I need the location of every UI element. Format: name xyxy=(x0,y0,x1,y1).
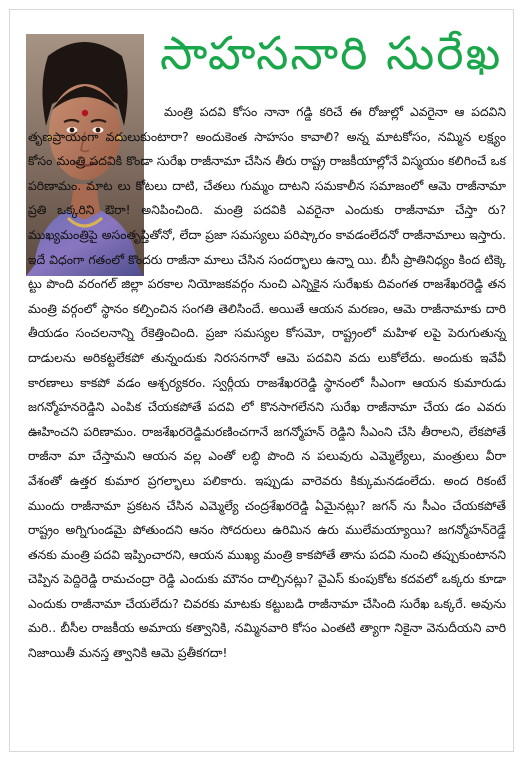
newspaper-clipping xyxy=(9,9,514,752)
article-body: మంత్రి పదవి కోసం నానా గడ్డి కరిచే ఈ రోజుల్లో ఎవరైనా ఆ పదవిని తృణప్రాయంగా వదులుకుంటారా? అందుకెంత సాహసం కావాలి? అన్న మాటకోసం, నమ్మిన లక్ష్యం కోసం మంత్రి పదవికి కొండా సురేఖ రాజీనామా చేసిన తీరు రాష్ట్ర రాజకీయాల్లోనే విస్మయం కలిగించే ఒక పరిణామం. మాట లు కోటలు దాటి, చేతలు గుమ్మం దాటని సమకాలీన సమాజంలో ఆమె రాజీనామా ప్రతి ఒక్కరిని ఔరా! అనిపించింది. మంత్రి పదవికి ఎవరైనా ఎందుకు రాజీనామా చేస్తా రు? ముఖ్యమంత్రిపై అసంతృప్తితోనో, లేదా ప్రజా సమస్యలు పరిష్కారం కావడంలేదనో రాజీనామాలు ఇస్తారు. ఇదే విధంగా గతంలో కొందరు రాజీనా మాలు చేసిన సందర్భాలు ఉన్నా యి. బీసీ ప్రాతినిధ్యం కింద టిక్కె ట్టు పొంది వరంగల్ జిల్లా పరకాల నియోజకవర్గం నుంచి ఎన్నికైన సురేఖకు దివంగత రాజశేఖరరెడ్డి తన మంత్రి వర్గంలో స్థానం కల్పించిన సంగతి తెలిసిందే. అయితే ఆయన మరణం, ఆమె రాజీనామాకు దారి తీయడం సంచలనాన్ని రేకెత్తించింది. ప్రజా సమస్యల కోసమో, రాష్ట్రంలో మహిళ లపై పెరుగుతున్న దాడులను అరికట్టలేకపో తున్నందుకు నిరసనగానో ఆమె పదవిని వదు లుకోలేదు. అందుకు ఇవేవీ కారణాలు కాకపో వడం ఆశ్చర్యకరం. స్వర్గీయ రాజశేఖరరెడ్డి స్థానంలో సీఎంగా ఆయన కుమారుడు జగన్మోహనరెడ్డిని ఎంపిక చేయకపోతే పదవి లో కొనసాగలేనని సురేఖ రాజీనామా చేయ డం ఎవరు ఊహించని పరిణామం. రాజశేఖరరెడ్డిమరణించగానే జగన్మోహన్ రెడ్డిని సీఎంని చేసి తీరాలని, లేకపోతే రాజీనా మా చేస్తామని ఆయన వల్ల ఎంతో లబ్ధి పొంది న పలువురు ఎమ్మెల్యేలు, మంత్రులు వీరా వేశంతో ఉత్తర కుమార ప్రగల్భాలు పలికారు. ఇప్పుడు వారెవరు కిక్కుమనడంలేదు. అంద రికంటే ముందు రాజీనామా ప్రకటన చేసిన ఎమ్మెల్యే చంద్రశేఖరరెడ్డి ఏమైనట్లు? జగన్ ను సీఎం చేయకపోతే రాష్ట్రం అగ్నిగుండమై పోతుందని ఆనం సోదరులు ఉరిమిన ఉరు ములేమయ్యాయి? జగన్మోహన్‌రెడ్డే తనకు మంత్రి పదవి ఇప్పించారని, ఆయన ముఖ్య మంత్రి కాకపోతే తాను పదవి నుంచి తప్పుకుంటానని చెప్పిన పెద్దిరెడ్డి రామచంద్రా రెడ్డి ఎందుకు మౌనం దాల్చినట్లు? వైఎస్ కుంపుకోట కదవలో ఒక్కరు కూడా ఎందుకు రాజీనామా చేయలేదు? చివరకు మాటకు కట్టుబడి రాజీనామా చేసింది సురేఖ ఒక్కరే. అవును మరి.. బీసీల రాజకీయ అమాయ కత్వానికి, నమ్మినవారి కోసం ఎంతటి త్యాగా నికైనా వెనుదీయని వారి నిజాయితీ మనస్త త్వానికి ఆమె ప్రతీకగదా! xyxy=(28,105,506,661)
article-headline: సాహసనారి సురేఖ xyxy=(160,26,503,80)
